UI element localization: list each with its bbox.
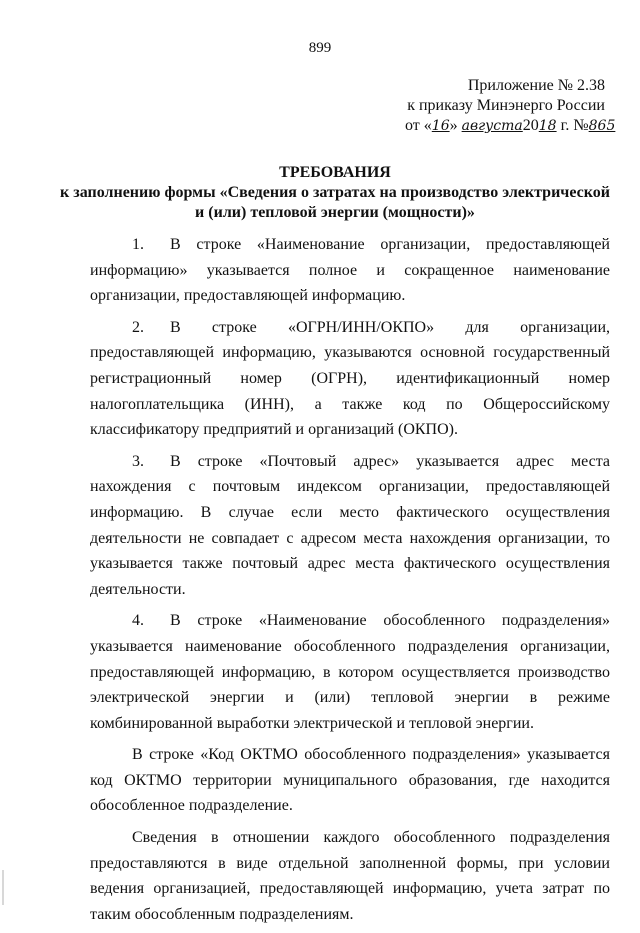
paragraph-separate-units bbox=[90, 825, 610, 927]
paragraph-number: 4. bbox=[132, 612, 144, 630]
document-title bbox=[60, 163, 610, 223]
date-month-handwritten: августа bbox=[461, 118, 523, 134]
title-main: ТРЕБОВАНИЯ bbox=[279, 164, 391, 181]
appendix-order-ref: к приказу Минэнерго России bbox=[407, 97, 605, 114]
appendix-number: Приложение № 2.38 bbox=[467, 77, 605, 94]
order-number-label: г. № bbox=[556, 117, 589, 134]
paragraph-text: В строке «Наименование организации, предоставляющей информацию» указывается полное и сокращенное наименование организации, предоставляющей информацию. bbox=[90, 236, 610, 305]
date-sep: » bbox=[449, 117, 462, 134]
paragraph-text: В строке «Наименование обособленного подразделения» указывается наименование обособленного подразделения организации, предоставляющей информацию, в котором осуществляется производство электрической энергии и (или) тепловой энергии в режиме комбинированной выработки электрической и тепловой энергии. bbox=[90, 612, 610, 732]
paragraph-2 bbox=[90, 315, 610, 443]
paragraph-text: В строке «ОГРН/ИНН/ОКПО» для организации, предоставляющей информацию, указываются основной государственный регистрационный номер (ОГРН), идентификационный номер налогоплательщика (ИНН), а также код по Общероссийскому классификатору предприятий и организаций (ОКПО). bbox=[90, 318, 610, 439]
paragraph-number: 1. bbox=[132, 236, 144, 253]
appendix-header bbox=[405, 76, 616, 136]
paragraph-number: 2. bbox=[132, 318, 144, 336]
paragraph-oktmo bbox=[90, 742, 610, 819]
paragraph-text: Сведения в отношении каждого обособленного подразделения предоставляются в виде отдельной заполненной формы, при условии ведения организацией, предоставляющей информацию, учета затрат по таким обособленным подразделениям. bbox=[90, 829, 610, 923]
paragraph-1 bbox=[90, 232, 610, 309]
date-year-handwritten: 18 bbox=[538, 118, 557, 134]
paragraph-text: В строке «Почтовый адрес» указывается адрес места нахождения с почтовым индексом организации, предоставляющей информацию. В случае если место фактического осуществления деятельности не совпадает с адресом места нахождения организации, то указывается также почтовый адрес места фактического осуществления деятельности. bbox=[90, 452, 610, 598]
page-number: 899 bbox=[308, 40, 332, 56]
paragraph-text: В строке «Код ОКТМО обособленного подразделения» указывается код ОКТМО территории муниципального образования, где находится обособленное подразделение. bbox=[90, 746, 610, 815]
paragraph-4 bbox=[90, 608, 610, 736]
paragraph-3 bbox=[90, 449, 610, 603]
title-subtitle: к заполнению формы «Сведения о затратах на производство электрической и (или) тепловой энергии (мощности)» bbox=[60, 184, 610, 221]
order-number-handwritten: 865 bbox=[588, 118, 616, 134]
appendix-order-date bbox=[405, 116, 616, 136]
document-body bbox=[90, 232, 610, 933]
date-century: 20 bbox=[522, 117, 539, 134]
date-prefix: от « bbox=[405, 117, 432, 134]
scan-edge-mark bbox=[2, 870, 4, 905]
date-day-handwritten: 16 bbox=[431, 118, 450, 134]
paragraph-number: 3. bbox=[132, 452, 144, 470]
